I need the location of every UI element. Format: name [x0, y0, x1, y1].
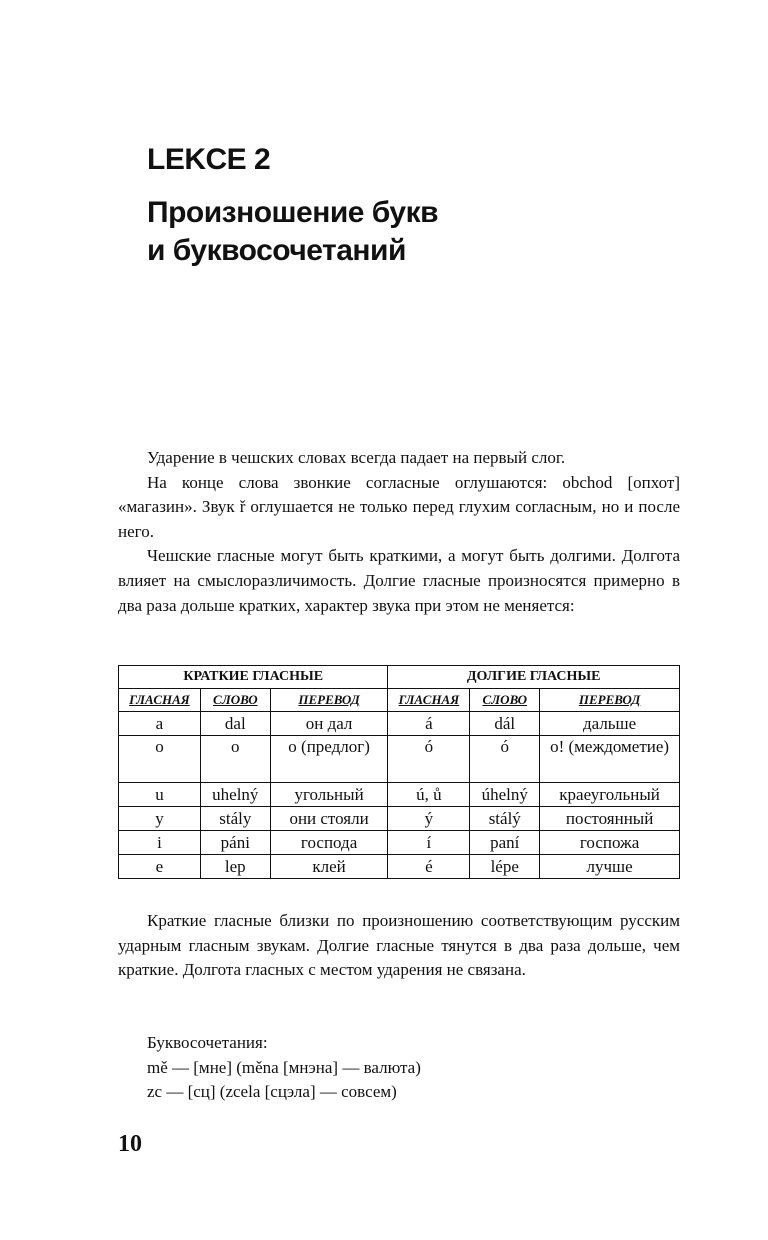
table-cell: stálý [470, 807, 540, 831]
table-cell: u [119, 783, 201, 807]
paragraph: Чешские гласные могут быть краткими, а могут быть долгими. Долгота влияет на смыслоразличимость. Долгие гласные произносятся примерно в два раза дольше кратких, характер звука при этом не меняется: [118, 546, 680, 615]
table-cell: i [119, 831, 201, 855]
combinations-heading: Буквосочетания: [147, 1033, 268, 1052]
table-cell: dal [200, 712, 270, 736]
table-cell: он дал [270, 712, 388, 736]
table-cell: постоянный [540, 807, 680, 831]
table-cell: á [388, 712, 470, 736]
table-cell: a [119, 712, 201, 736]
table-cell: y [119, 807, 201, 831]
short-vowels-header: КРАТКИЕ ГЛАСНЫЕ [119, 666, 388, 689]
table-row [119, 855, 680, 879]
column-header: ПЕРЕВОД [540, 689, 680, 712]
combination-line: zc — [сц] (zcela [сцэла] — совсем) [147, 1082, 397, 1101]
table-cell: ý [388, 807, 470, 831]
table-cell: ú, ů [388, 783, 470, 807]
table-row [119, 831, 680, 855]
table-cell: í [388, 831, 470, 855]
table-row [119, 783, 680, 807]
table-group-header-row [119, 666, 680, 689]
lesson-heading: LEKCE 2 [147, 143, 271, 176]
table-cell: úhelný [470, 783, 540, 807]
table-cell: о! (междометие) [540, 736, 680, 783]
page-number: 10 [118, 1131, 142, 1157]
column-header: ПЕРЕВОД [270, 689, 388, 712]
table-cell: лучше [540, 855, 680, 879]
column-header: ГЛАСНАЯ [119, 689, 201, 712]
table-cell: ó [388, 736, 470, 783]
vowels-table [118, 665, 680, 879]
table-cell: господа [270, 831, 388, 855]
table-cell: ó [470, 736, 540, 783]
table-cell: uhelný [200, 783, 270, 807]
title-line-2: и буквосочетаний [147, 234, 406, 267]
outro-text [118, 909, 680, 983]
column-header: СЛОВО [200, 689, 270, 712]
paragraph: Краткие гласные близки по произношению соответствующим русским ударным гласным звукам. Долгие гласные тянутся в два раза дольше, чем краткие. Долгота гласных с местом ударения не связана. [118, 911, 680, 980]
paragraph: На конце слова звонкие согласные оглушаются: obchod [опхот] «магазин». Звук ř оглушается не только перед глухим согласным, но и после него. [118, 472, 680, 541]
table-cell: краеугольный [540, 783, 680, 807]
table-cell: e [119, 855, 201, 879]
table-cell: páni [200, 831, 270, 855]
table-cell: госпожа [540, 831, 680, 855]
table-cell: дальше [540, 712, 680, 736]
letter-combinations [147, 1031, 421, 1105]
table-cell: о (предлог) [270, 736, 388, 783]
table-cell: é [388, 855, 470, 879]
table-cell: угольный [270, 783, 388, 807]
page-title [147, 194, 707, 270]
intro-text [118, 446, 680, 618]
table-cell: lep [200, 855, 270, 879]
column-header: СЛОВО [470, 689, 540, 712]
table-subheader-row [119, 689, 680, 712]
column-header: ГЛАСНАЯ [388, 689, 470, 712]
title-line-1: Произношение букв [147, 196, 439, 229]
combination-line: mě — [мне] (měna [мнэна] — валюта) [147, 1057, 421, 1077]
table-cell: они стояли [270, 807, 388, 831]
table-cell: stály [200, 807, 270, 831]
table-cell: o [119, 736, 201, 783]
table-cell: клей [270, 855, 388, 879]
table-row [119, 712, 680, 736]
table-cell: dál [470, 712, 540, 736]
table-row [119, 736, 680, 783]
table-row [119, 807, 680, 831]
table-cell: lépe [470, 855, 540, 879]
paragraph: Ударение в чешских словах всегда падает на первый слог. [147, 448, 566, 467]
long-vowels-header: ДОЛГИЕ ГЛАСНЫЕ [388, 666, 680, 689]
table-cell: paní [470, 831, 540, 855]
table-cell: o [200, 736, 270, 783]
